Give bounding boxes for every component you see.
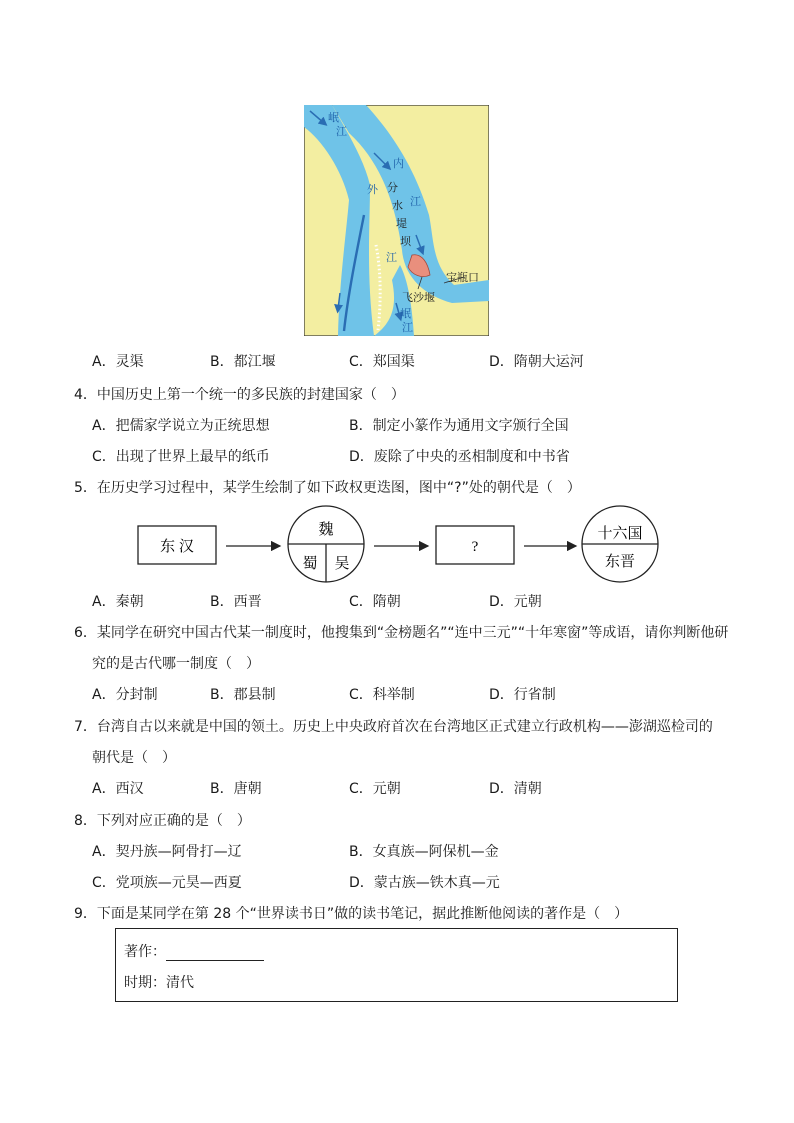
label-jiang-top: 江 <box>336 125 347 138</box>
q5-option-d[interactable]: D．元朝 <box>489 594 542 610</box>
label-min-bottom: 岷 <box>400 307 411 320</box>
work-blank-line <box>166 947 264 961</box>
q4-option-b[interactable]: B．制定小篆作为通用文字颁行全国 <box>349 418 569 434</box>
box-donghan-label: 东 汉 <box>160 539 194 555</box>
label-nei-jiang: 江 <box>410 195 421 208</box>
label-wai: 外 <box>367 183 378 196</box>
label-di: 堤 <box>396 217 407 230</box>
q6-option-c[interactable]: C．科举制 <box>349 687 415 703</box>
q8-option-a[interactable]: A．契丹族—阿骨打—辽 <box>92 844 242 860</box>
q4-stem: 4．中国历史上第一个统一的多民族的封建国家（ ） <box>74 387 405 403</box>
q6-option-a[interactable]: A．分封制 <box>92 687 158 703</box>
q3-option-d[interactable]: D．隋朝大运河 <box>489 354 584 370</box>
q6-stem-line1: 6．某同学在研究中国古代某一制度时，他搜集到“金榜题名”“连中三元”“十年寒窗”等成语，请你判断他研 <box>74 625 729 641</box>
q7-stem-line2: 朝代是（ ） <box>92 750 176 766</box>
q5-option-b[interactable]: B．西晋 <box>210 594 262 610</box>
q5-option-a[interactable]: A．秦朝 <box>92 594 144 610</box>
work-label: 著作： <box>124 944 166 960</box>
label-shui: 水 <box>392 199 403 212</box>
q8-stem: 8．下列对应正确的是（ ） <box>74 813 251 829</box>
label-ba: 坝 <box>400 235 411 248</box>
q5-stem: 5．在历史学习过程中，某学生绘制了如下政权更迭图，图中“?”处的朝代是（ ） <box>74 480 581 496</box>
q7-option-c[interactable]: C．元朝 <box>349 781 401 797</box>
q7-option-a[interactable]: A．西汉 <box>92 781 144 797</box>
q8-option-d[interactable]: D．蒙古族—铁木真—元 <box>349 875 500 891</box>
q5-option-c[interactable]: C．隋朝 <box>349 594 401 610</box>
dujiangyan-map <box>304 105 489 336</box>
q3-option-a[interactable]: A．灵渠 <box>92 354 144 370</box>
reading-note-work-row <box>124 941 264 961</box>
reading-note-period: 时期：清代 <box>124 975 194 991</box>
circle2-bottom-label: 东晋 <box>604 554 636 570</box>
dynasty-succession-diagram <box>130 502 670 584</box>
circle1-left-label: 蜀 <box>302 556 318 572</box>
q3-option-b[interactable]: B．都江堰 <box>210 354 276 370</box>
q6-option-b[interactable]: B．郡县制 <box>210 687 276 703</box>
circle1-right-label: 吴 <box>334 556 350 572</box>
q9-stem: 9．下面是某同学在第 28 个“世界读书日”做的读书笔记，据此推断他阅读的著作是（ ） <box>74 906 629 922</box>
q7-option-d[interactable]: D．清朝 <box>489 781 542 797</box>
q6-stem-line2: 究的是古代哪一制度（ ） <box>92 656 260 672</box>
q6-option-d[interactable]: D．行省制 <box>489 687 556 703</box>
reading-note-box <box>115 928 678 1002</box>
label-feishayan: 飞沙堰 <box>402 291 435 304</box>
q4-option-a[interactable]: A．把儒家学说立为正统思想 <box>92 418 270 434</box>
label-wai-jiang: 江 <box>386 251 397 264</box>
q4-option-d[interactable]: D．废除了中央的丞相制度和中书省 <box>349 449 570 465</box>
q8-option-c[interactable]: C．党项族—元昊—西夏 <box>92 875 242 891</box>
q7-option-b[interactable]: B．唐朝 <box>210 781 262 797</box>
label-baopingkou: 宝瓶口 <box>446 271 479 284</box>
label-jiang-bottom: 江 <box>402 321 413 334</box>
q7-stem-line1: 7．台湾自古以来就是中国的领土。历史上中央政府首次在台湾地区正式建立行政机构——澎湖巡检司的 <box>74 719 713 735</box>
box-question-label: ? <box>471 539 479 555</box>
q8-option-b[interactable]: B．女真族—阿保机—金 <box>349 844 499 860</box>
circle1-top-label: 魏 <box>318 522 334 538</box>
label-nei: 内 <box>393 157 404 170</box>
q3-option-c[interactable]: C．郑国渠 <box>349 354 415 370</box>
circle2-top-label: 十六国 <box>597 526 643 542</box>
label-fen: 分 <box>387 181 398 194</box>
q4-option-c[interactable]: C．出现了世界上最早的纸币 <box>92 449 270 465</box>
label-min-top: 岷 <box>328 111 339 124</box>
